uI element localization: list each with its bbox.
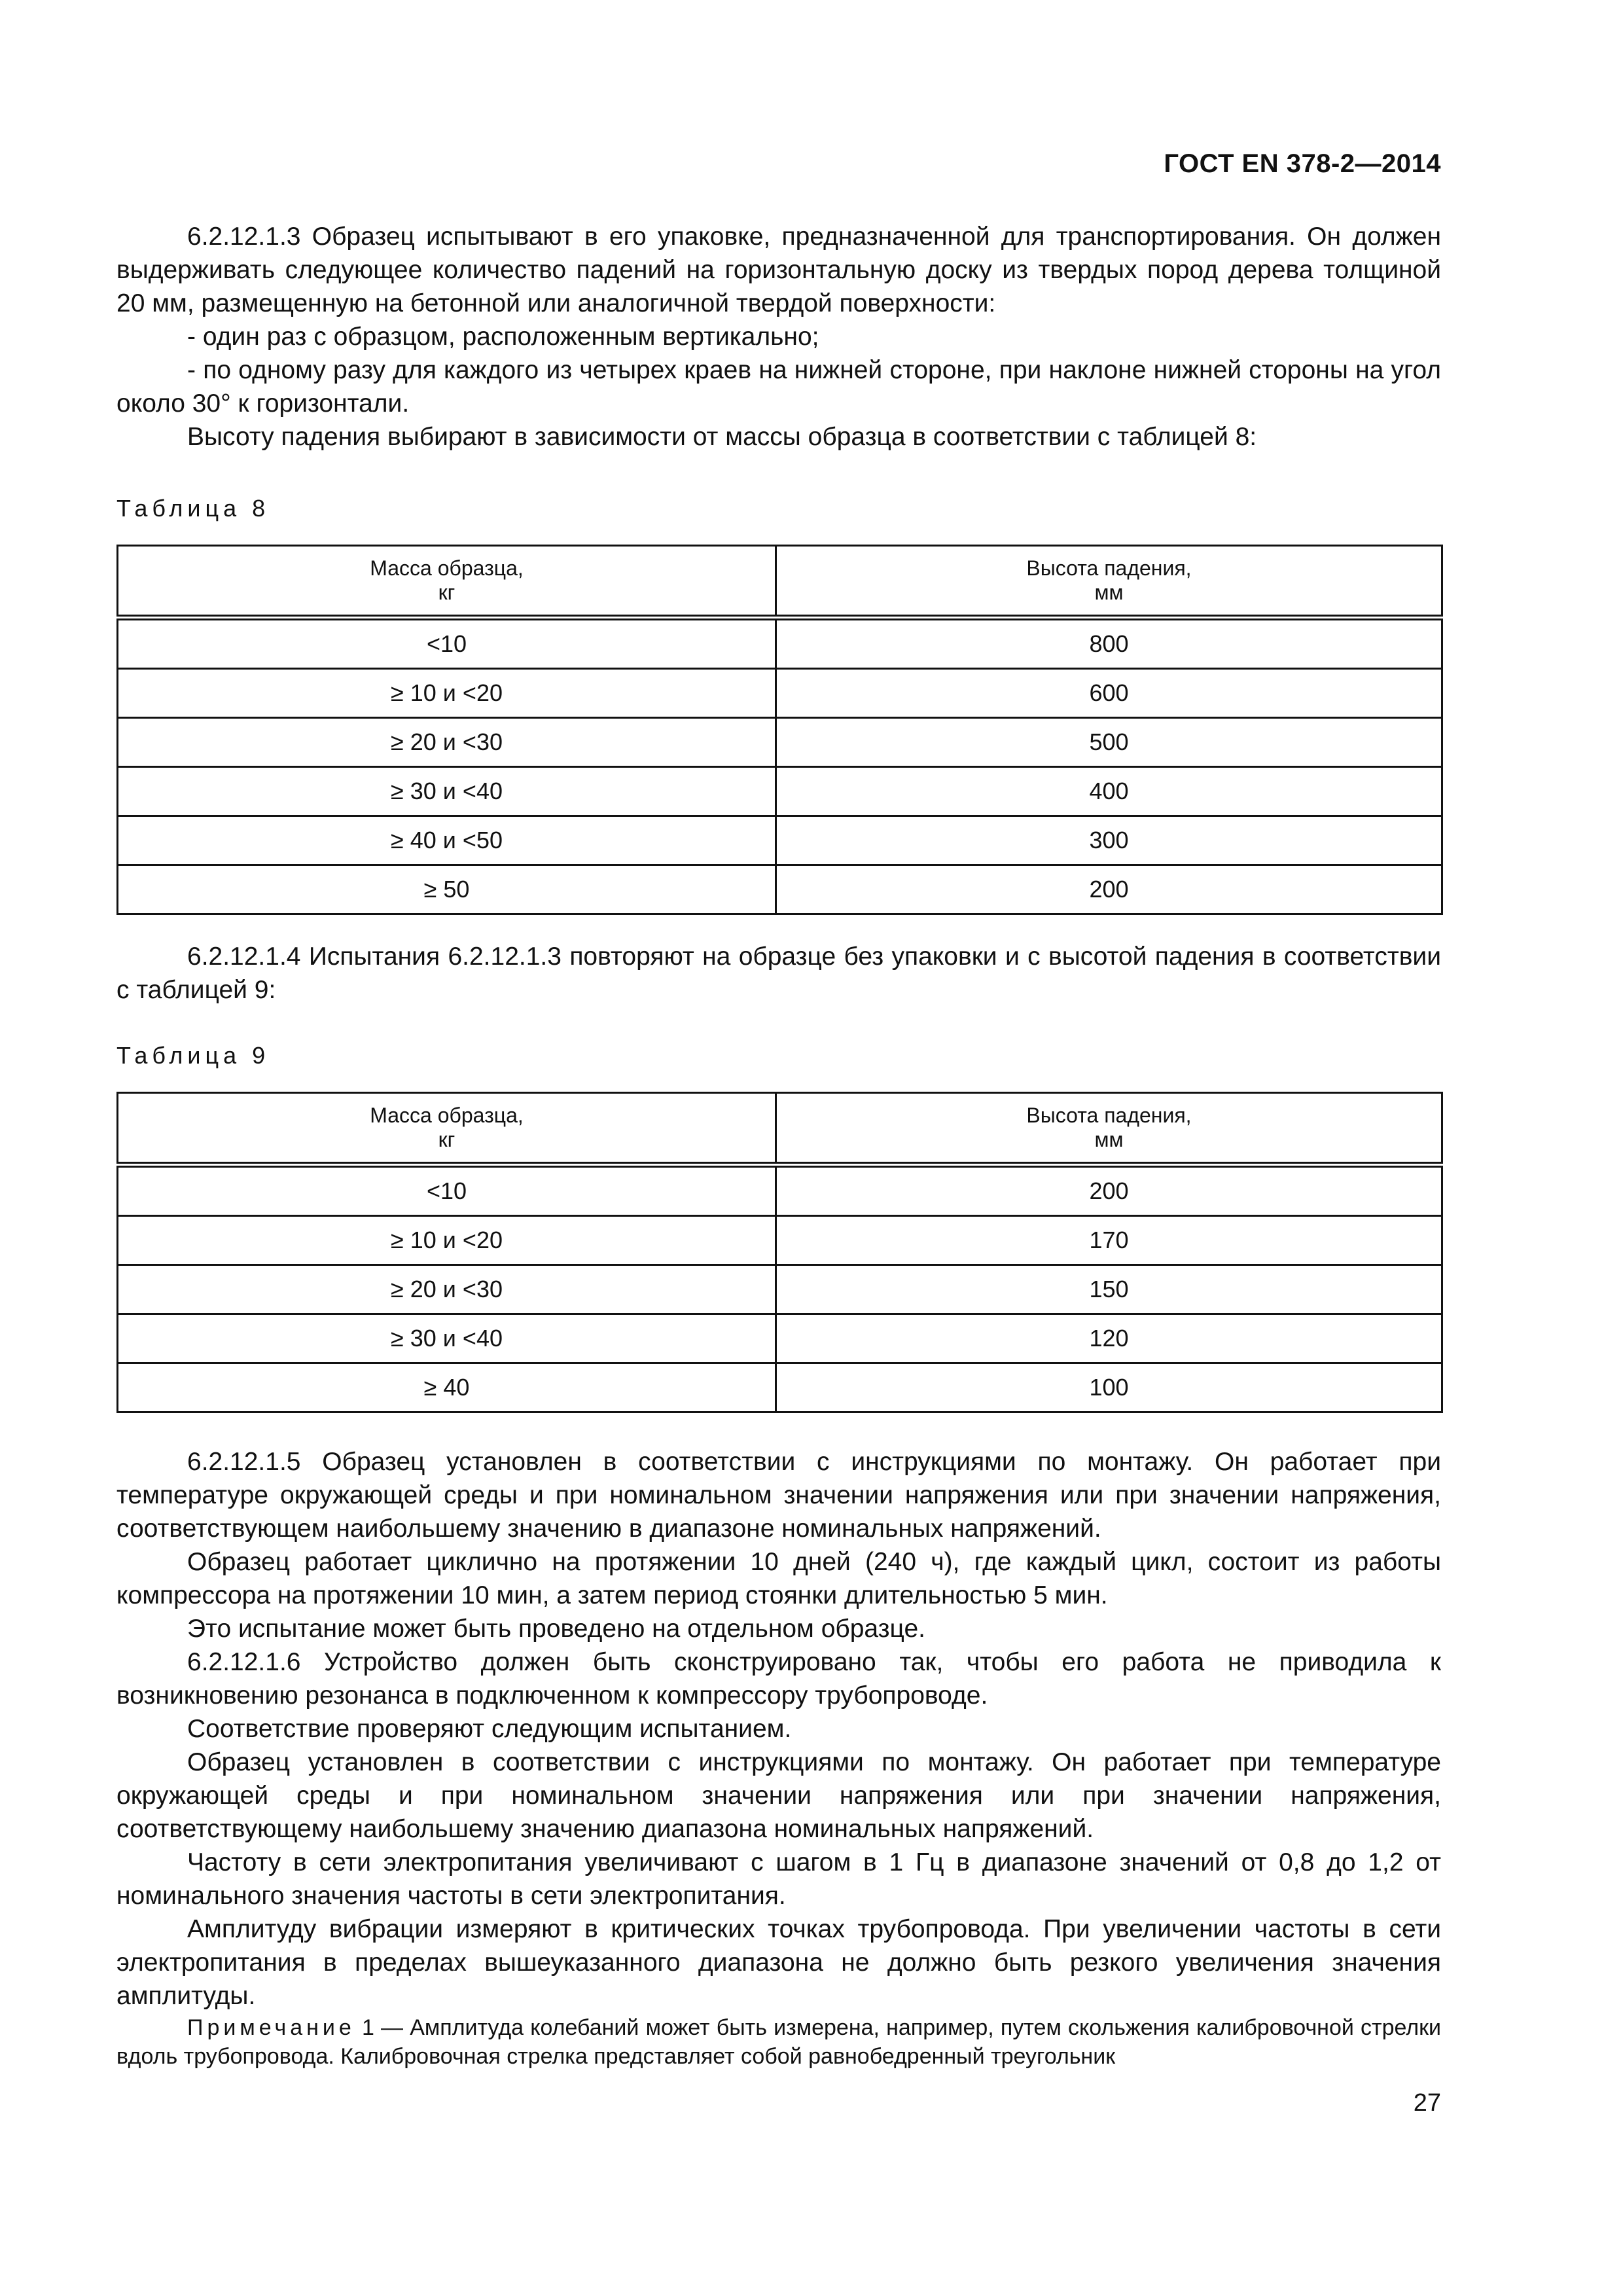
header-line: Высота падения, [1026, 556, 1192, 580]
header-unit: кг [438, 1128, 455, 1151]
table-row [118, 1314, 1442, 1363]
paragraph: Частоту в сети электропитания увеличивают с шагом в 1 Гц в диапазоне значений от 0,8 до 1,2 от номинального значения частоты в сети электропитания. [116, 1848, 1441, 1910]
paragraph: Образец установлен в соответствии с инструкциями по монтажу. Он работает при температуре окружающей среды и при номинальном значении напряжения или при значении напряжения, соответствующему наибольшему значению диапазона номинальных напряжений. [116, 1748, 1441, 1843]
list-item: - по одному разу для каждого из четырех краев на нижней стороне, при наклоне нижней стороны на угол около 30° к горизонтали. [116, 356, 1441, 418]
note-text: 1 — Амплитуда колебаний может быть измерена, например, путем скольжения калибровочной стрелки вдоль трубопровода. Калибровочная стрелка представляет собой равнобедренный треугольник [116, 2015, 1441, 2069]
cell-mass: <10 [118, 1165, 776, 1216]
section-6-2-12-1-5-and-6 [116, 1445, 1441, 2013]
paragraph: Амплитуду вибрации измеряют в критических точках трубопровода. При увеличении частоты в сети электропитания в пределах вышеуказанного диапазона не должно быть резкого увеличения значения амплитуды. [116, 1915, 1441, 2010]
table-row [118, 1165, 1442, 1216]
cell-height: 100 [776, 1363, 1442, 1412]
table-row [118, 816, 1442, 865]
paragraph: Высоту падения выбирают в зависимости от массы образца в соответствии с таблицей 8: [187, 423, 1257, 451]
table-row [118, 1265, 1442, 1314]
page-number: 27 [1413, 2089, 1441, 2117]
cell-height: 170 [776, 1216, 1442, 1265]
cell-height: 200 [776, 865, 1442, 914]
header-unit: кг [438, 581, 455, 604]
table-header-row [118, 1093, 1442, 1165]
paragraph: Соответствие проверяют следующим испытанием. [187, 1715, 792, 1743]
paragraph: Это испытание может быть проведено на отдельном образце. [187, 1615, 925, 1643]
table-9 [116, 1092, 1443, 1413]
table-row [118, 669, 1442, 718]
paragraph: 6.2.12.1.5 Образец установлен в соответствии с инструкциями по монтажу. Он работает при температуре окружающей среды и при номинальном значении напряжения или при значении напряжения, соответствующем наибольшему значению в диапазоне номинальных напряжений. [116, 1448, 1441, 1543]
header-unit: мм [1094, 581, 1124, 604]
header-line: Масса образца, [370, 556, 524, 580]
table-9-title: Таблица 9 [116, 1042, 270, 1069]
paragraph: Образец работает циклично на протяжении 10 дней (240 ч), где каждый цикл, состоит из работы компрессора на протяжении 10 мин, а затем период стоянки длительностью 5 мин. [116, 1548, 1441, 1609]
note-1 [116, 2013, 1441, 2071]
table-header-row [118, 546, 1442, 618]
paragraph: 6.2.12.1.4 Испытания 6.2.12.1.3 повторяют на образце без упаковки и с высотой падения в соответствии с таблицей 9: [116, 942, 1441, 1004]
cell-height: 300 [776, 816, 1442, 865]
note-label: Примечание [187, 2015, 355, 2040]
table-row [118, 1363, 1442, 1412]
list-item: - один раз с образцом, расположенным вертикально; [187, 323, 819, 351]
cell-height: 600 [776, 669, 1442, 718]
table-row [118, 767, 1442, 816]
cell-mass: <10 [118, 618, 776, 669]
cell-height: 500 [776, 718, 1442, 767]
table-row [118, 1216, 1442, 1265]
cell-height: 150 [776, 1265, 1442, 1314]
cell-mass: ≥ 10 и <20 [118, 669, 776, 718]
cell-mass: ≥ 50 [118, 865, 776, 914]
standard-header: ГОСТ EN 378-2—2014 [1164, 149, 1441, 178]
section-6-2-12-1-4 [116, 940, 1441, 1007]
section-6-2-12-1-3 [116, 220, 1441, 454]
column-header-mass [118, 1093, 776, 1165]
note-paragraph [116, 2013, 1441, 2071]
cell-mass: ≥ 20 и <30 [118, 718, 776, 767]
header-line: Масса образца, [370, 1103, 524, 1127]
table-8-title: Таблица 8 [116, 495, 270, 522]
table-row [118, 865, 1442, 914]
table-row [118, 618, 1442, 669]
cell-mass: ≥ 30 и <40 [118, 767, 776, 816]
table-8 [116, 545, 1443, 915]
column-header-height [776, 546, 1442, 618]
cell-mass: ≥ 20 и <30 [118, 1265, 776, 1314]
document-page [116, 0, 1441, 2296]
paragraph: 6.2.12.1.3 Образец испытывают в его упаковке, предназначенной для транспортирования. Он должен выдерживать следующее количество падений на горизонтальную доску из твердых пород дерева толщиной 20 мм, размещенную на бетонной или аналогичной твердой поверхности: [116, 223, 1441, 317]
cell-mass: ≥ 40 [118, 1363, 776, 1412]
paragraph: 6.2.12.1.6 Устройство должен быть сконструировано так, чтобы его работа не приводила к возникновению резонанса в подключенном к компрессору трубопроводе. [116, 1648, 1441, 1710]
cell-mass: ≥ 30 и <40 [118, 1314, 776, 1363]
table-row [118, 718, 1442, 767]
cell-height: 800 [776, 618, 1442, 669]
header-line: Высота падения, [1026, 1103, 1192, 1127]
cell-height: 400 [776, 767, 1442, 816]
column-header-mass [118, 546, 776, 618]
cell-mass: ≥ 10 и <20 [118, 1216, 776, 1265]
cell-height: 120 [776, 1314, 1442, 1363]
cell-mass: ≥ 40 и <50 [118, 816, 776, 865]
column-header-height [776, 1093, 1442, 1165]
header-unit: мм [1094, 1128, 1124, 1151]
cell-height: 200 [776, 1165, 1442, 1216]
